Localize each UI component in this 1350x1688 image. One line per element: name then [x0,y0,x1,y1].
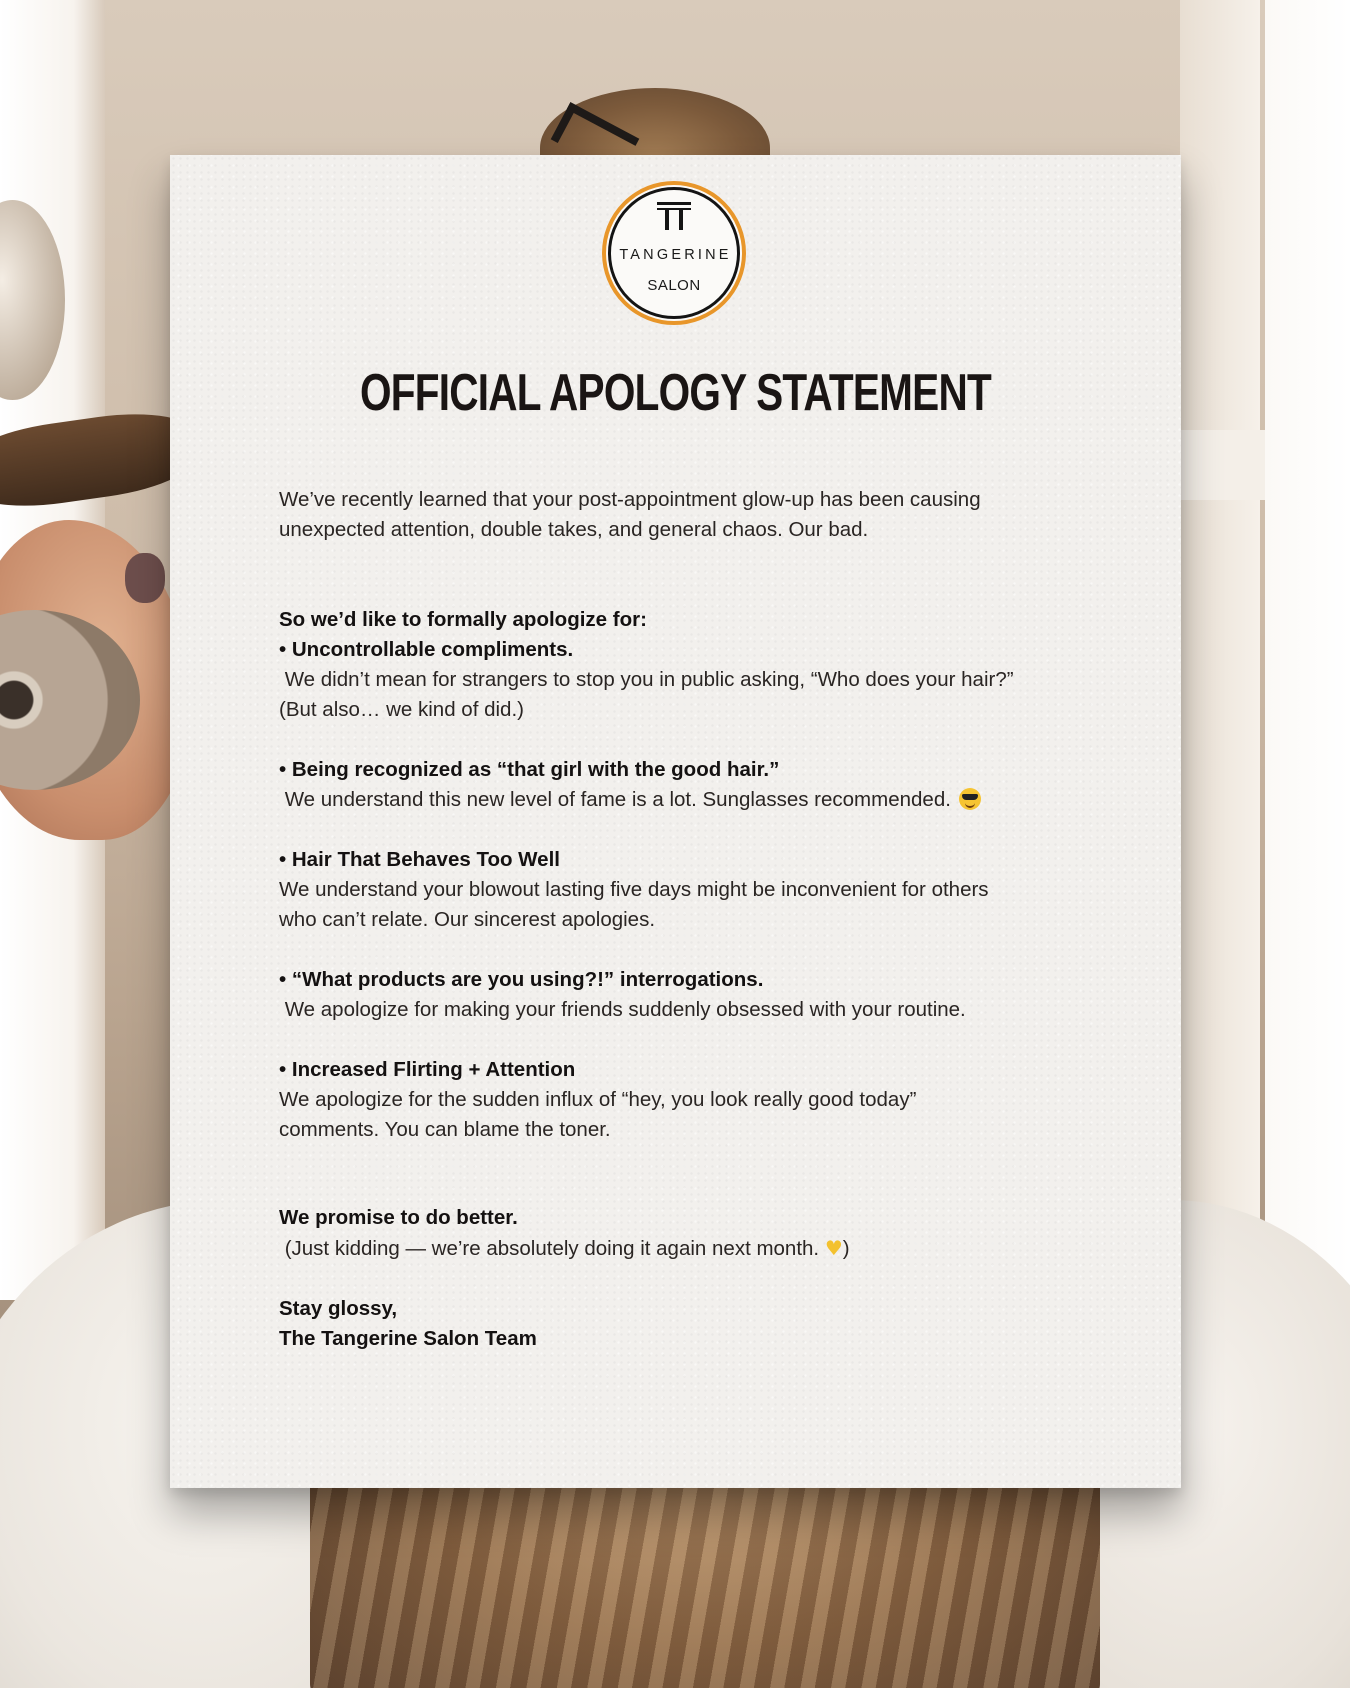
apology-item-text-span: We understand this new level of fame is a lot. Sunglasses recommended. [279,788,951,811]
signoff-signature: The Tangerine Salon Team [279,1327,537,1350]
apology-item-text: (But also… we kind of did.) [279,698,524,721]
apology-item-text: comments. You can blame the toner. [279,1118,611,1141]
sunglasses-face-icon [959,788,981,810]
promise-heading: We promise to do better. [279,1206,518,1229]
window-mullion [1180,430,1265,500]
tt-monogram-icon [654,201,694,231]
apology-item-text: We apologize for making your friends suddenly obsessed with your routine. [279,998,966,1021]
yellow-heart-icon: ♥ [824,1236,843,1260]
apology-item-heading: • Hair That Behaves Too Well [279,848,560,871]
fingernail [125,553,165,603]
lead-in: So we’d like to formally apologize for: [279,608,647,631]
apology-item-heading: • Uncontrollable compliments. [279,638,574,661]
promise-text-start: (Just kidding — we’re absolutely doing it again next month. [279,1237,825,1260]
apology-item-text [279,785,1109,815]
apology-item-heading: • Being recognized as “that girl with the good hair.” [279,758,780,781]
apology-item-text: who can’t relate. Our sincerest apologies. [279,908,656,931]
apology-item-text: We understand your blowout lasting five days might be inconvenient for others [279,878,989,901]
apology-letter [170,155,1181,1488]
salon-logo [602,181,746,325]
apology-item-heading: • Increased Flirting + Attention [279,1058,576,1081]
apology-item-heading: • “What products are you using?!” interrogations. [279,968,764,991]
window-light-right [1180,0,1260,1300]
intro-line: unexpected attention, double takes, and general chaos. Our bad. [279,518,869,541]
page-title: OFFICIAL APOLOGY STATEMENT [360,364,991,422]
signoff-line: Stay glossy, [279,1297,398,1320]
promise-text [279,1233,1109,1264]
apology-item-text: We apologize for the sudden influx of “hey, you look really good today” [279,1088,917,1111]
promise-text-end: ) [842,1237,850,1260]
letter-body [279,485,1109,1354]
apology-item-text: We didn’t mean for strangers to stop you in public asking, “Who does your hair?” [279,668,1014,691]
intro-line: We’ve recently learned that your post-appointment glow-up has been causing [279,488,981,511]
logo-brand-sub: SALON [647,277,701,294]
logo-brand-name: TANGERINE [619,247,732,263]
